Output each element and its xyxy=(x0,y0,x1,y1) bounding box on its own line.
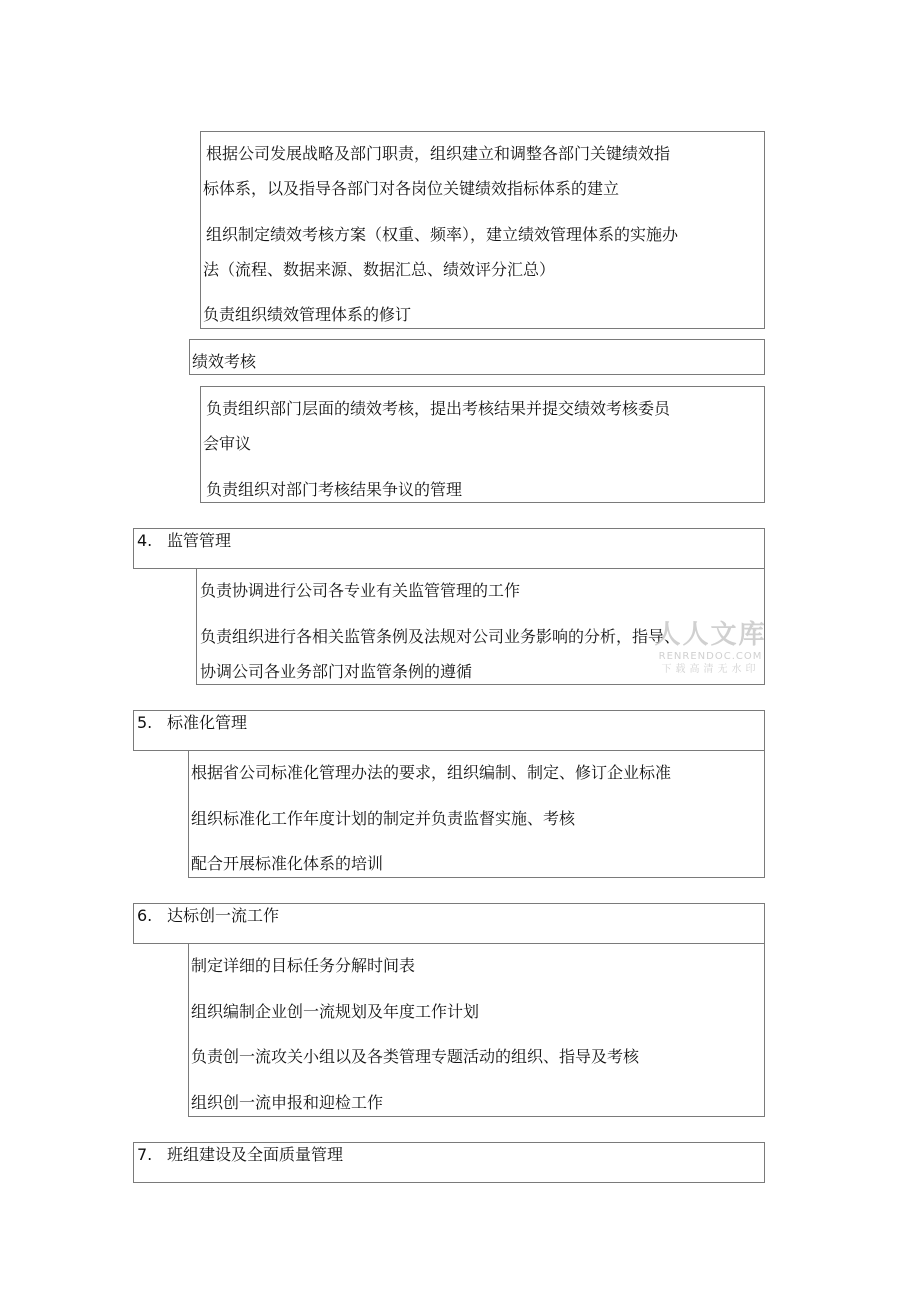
sec3-box2-line-2: 会审议 xyxy=(203,434,252,453)
watermark xyxy=(648,620,773,676)
sec5-item-3: 配合开展标准化体系的培训 xyxy=(191,854,384,873)
sec5-header xyxy=(137,712,247,734)
sec3-subtitle-box xyxy=(189,339,765,375)
sec4-item-2: 负责组织进行各相关监管条例及法规对公司业务影响的分析，指导、 xyxy=(200,627,681,646)
watermark-title: 人人文库 xyxy=(654,620,767,650)
sec3-box2-line-1: 负责组织部门层面的绩效考核，提出考核结果并提交绩效考核委员 xyxy=(206,399,671,418)
sec6-item-1: 制定详细的目标任务分解时间表 xyxy=(191,956,416,975)
sec3-box1-line-2: 标体系，以及指导各部门对各岗位关键绩效指标体系的建立 xyxy=(203,179,620,198)
sec7-number: 7. xyxy=(137,1145,153,1164)
sec5-title: 标准化管理 xyxy=(167,713,248,732)
sec3-box1-line-5: 负责组织绩效管理体系的修订 xyxy=(203,305,412,324)
sec5-item-2: 组织标准化工作年度计划的制定并负责监督实施、考核 xyxy=(191,809,576,828)
sec7-title: 班组建设及全面质量管理 xyxy=(167,1145,344,1164)
sec5-item-1: 根据省公司标准化管理办法的要求，组织编制、制定、修订企业标准 xyxy=(191,763,672,782)
sec3-box1-line-4: 法（流程、数据来源、数据汇总、绩效评分汇总） xyxy=(203,260,556,279)
sec3-box1-line-1: 根据公司发展战略及部门职责，组织建立和调整各部门关键绩效指 xyxy=(206,144,671,163)
sec7-header xyxy=(137,1144,343,1166)
sec4-number: 4. xyxy=(137,531,153,550)
watermark-domain: RENRENDOC.COM xyxy=(658,651,763,662)
sec5-number: 5. xyxy=(137,713,153,732)
sec4-item-3: 协调公司各业务部门对监管条例的遵循 xyxy=(200,662,473,681)
sec6-title: 达标创一流工作 xyxy=(167,906,280,925)
sec6-item-4: 组织创一流申报和迎检工作 xyxy=(191,1093,384,1112)
sec4-item-1: 负责协调进行公司各专业有关监管管理的工作 xyxy=(200,581,521,600)
sec4-title: 监管管理 xyxy=(167,531,232,550)
sec6-header xyxy=(137,905,279,927)
watermark-tagline: 下载高清无水印 xyxy=(661,664,760,675)
sec6-item-3: 负责创一流攻关小组以及各类管理专题活动的组织、指导及考核 xyxy=(191,1047,640,1066)
sec3-box1-line-3: 组织制定绩效考核方案（权重、频率），建立绩效管理体系的实施办 xyxy=(206,225,679,244)
sec3-box2-line-3: 负责组织对部门考核结果争议的管理 xyxy=(206,480,463,499)
sec4-header xyxy=(137,530,231,552)
sec6-item-2: 组织编制企业创一流规划及年度工作计划 xyxy=(191,1002,480,1021)
sec6-number: 6. xyxy=(137,906,153,925)
sec3-subtitle: 绩效考核 xyxy=(192,352,257,371)
